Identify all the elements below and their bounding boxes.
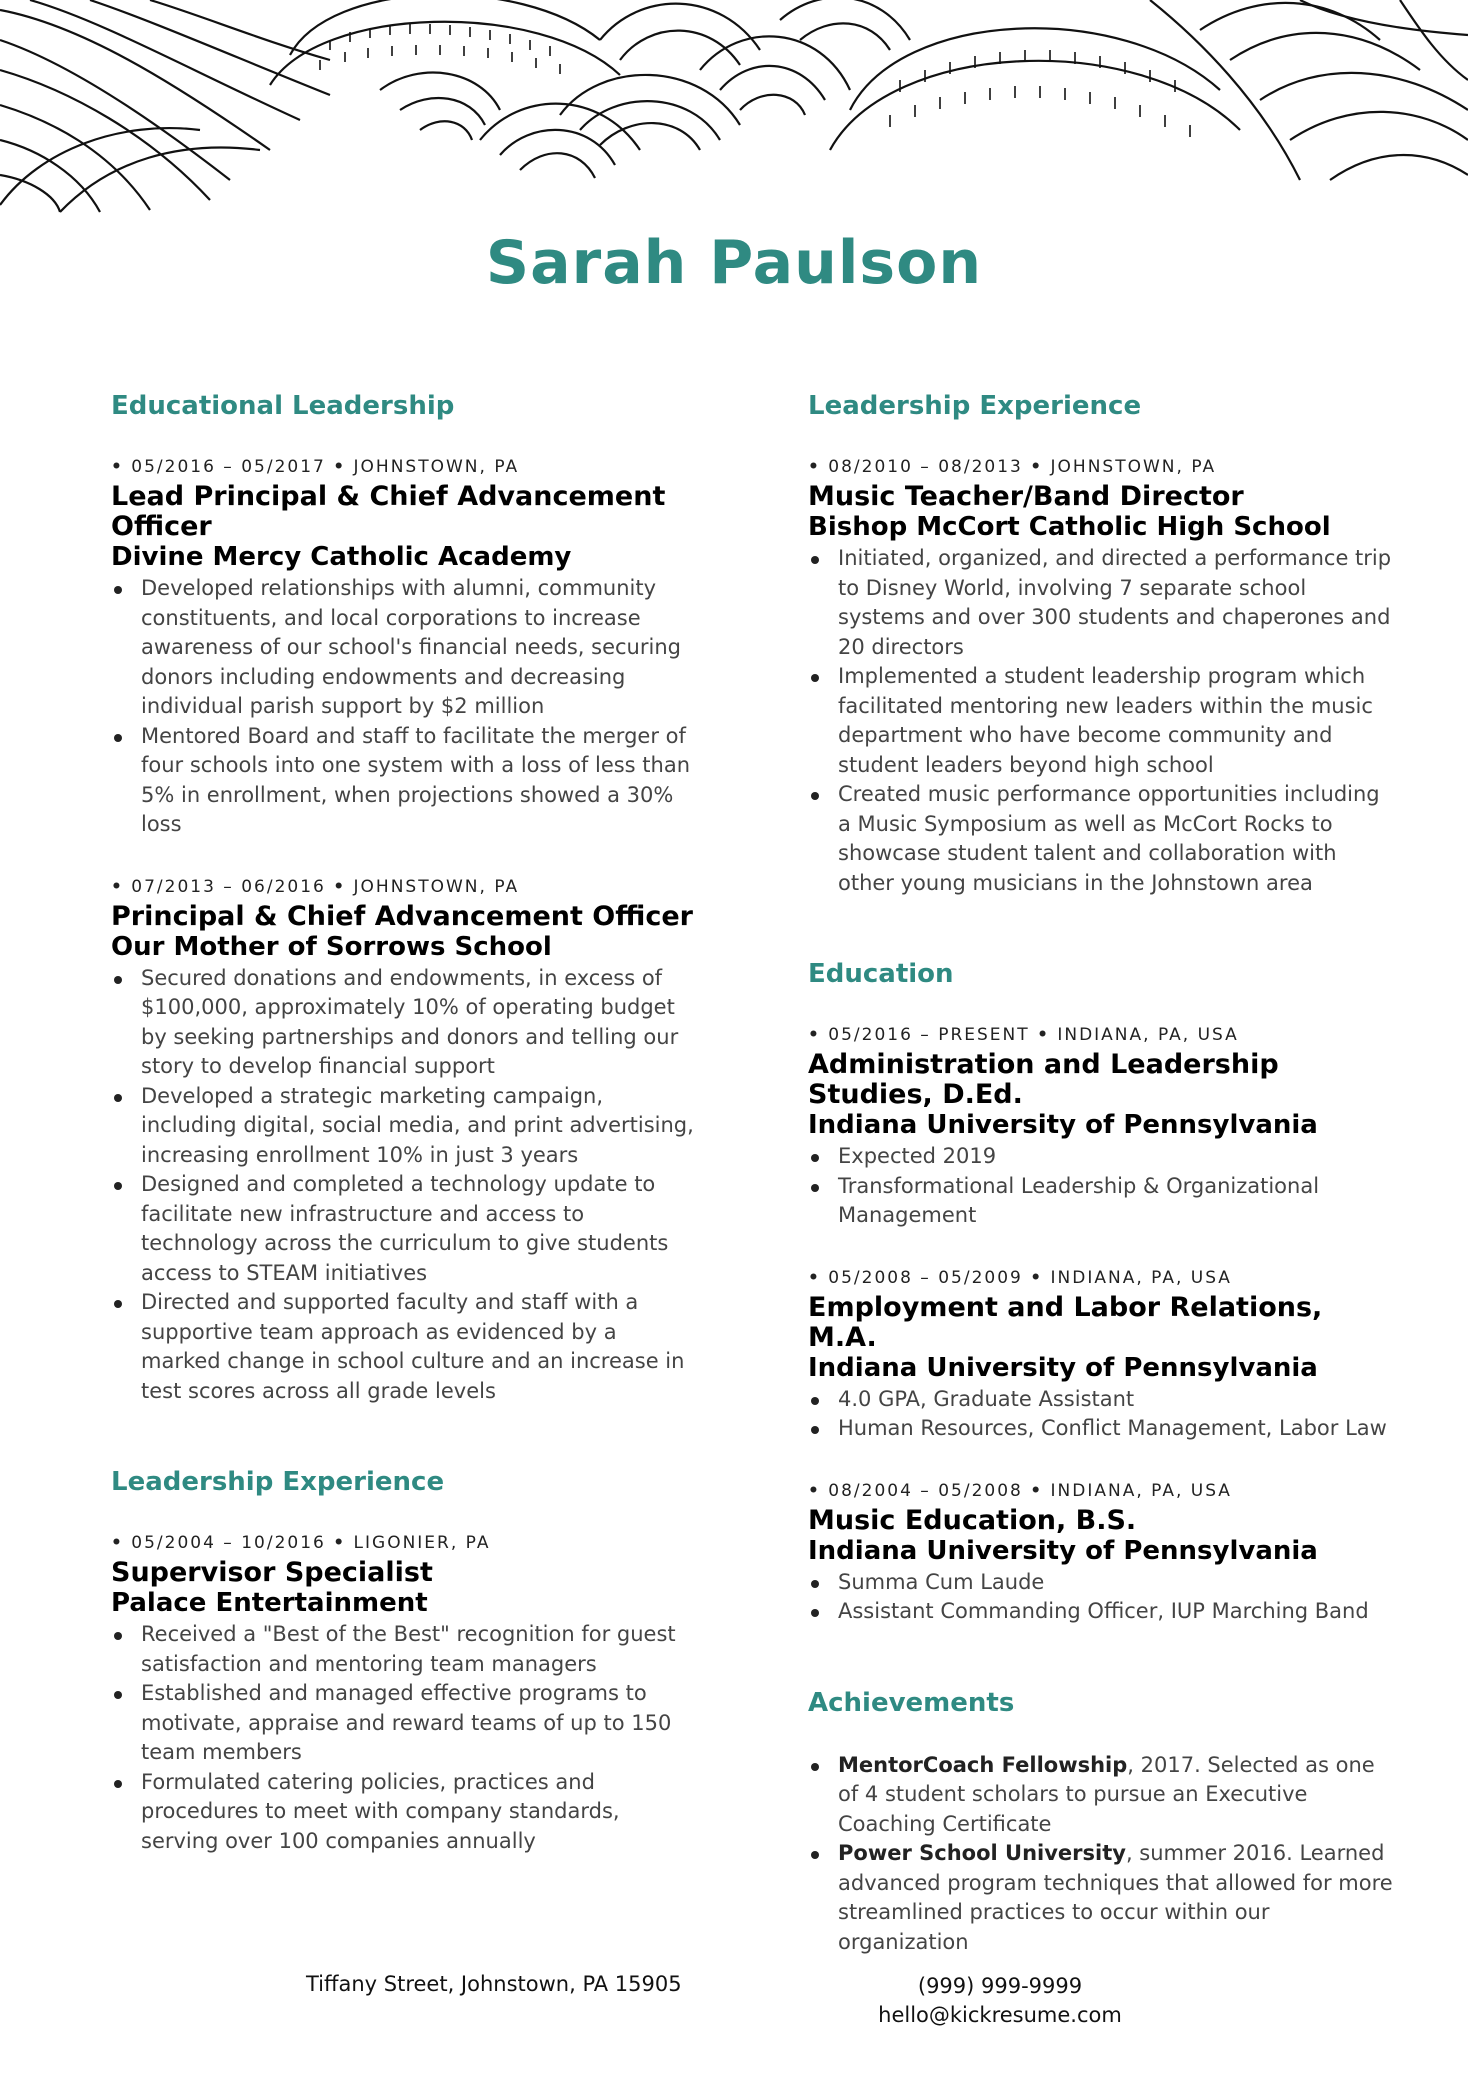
achievement-detail: , summer 2016. Learned advanced program techniques that allowed for more streamlined practices to occur within our organization <box>838 1841 1393 1954</box>
entry-role: Supervisor Specialist <box>111 1557 433 1588</box>
entry-bullets <box>808 1568 1398 1627</box>
entry-meta: • 08/2004 – 05/2008 • INDIANA, PA, USA <box>808 1480 1232 1501</box>
left-column <box>111 388 701 1914</box>
address: Tiffany Street, Johnstown, PA 15905 <box>306 1972 682 1996</box>
list-item: Developed relationships with alumni, community constituents, and local corporations to increase awareness of our school's financial needs, securing donors including endowments and decreasing individual parish support by $2 million <box>111 574 701 722</box>
entry-location: INDIANA, PA, USA <box>1050 1267 1232 1288</box>
entry-bullets <box>111 574 701 840</box>
list-item: Transformational Leadership & Organizational Management <box>808 1172 1398 1231</box>
entry-dates: 07/2013 – 06/2016 <box>131 876 326 897</box>
list-item: Established and managed effective programs to motivate, appraise and reward teams of up to 150 team members <box>111 1679 701 1768</box>
section-title: Education <box>808 959 954 989</box>
entry-bullets <box>808 544 1398 898</box>
list-item: Initiated, organized, and directed a performance trip to Disney World, involving 7 separate school systems and over 300 students and chaperones and 20 directors <box>808 544 1398 662</box>
list-item: Implemented a student leadership program which facilitated mentoring new leaders within the music department who have become community and student leaders beyond high school <box>808 662 1398 780</box>
entry-institution: Indiana University of Pennsylvania <box>808 1535 1318 1566</box>
entry-dates: 05/2004 – 10/2016 <box>131 1533 326 1553</box>
entry-role: Lead Principal & Chief Advancement Officer <box>111 481 666 542</box>
education-entry <box>808 1022 1398 1231</box>
section-education <box>808 956 1398 1627</box>
experience-entry <box>111 874 701 1407</box>
entry-degree: Employment and Labor Relations, M.A. <box>808 1291 1323 1353</box>
experience-entry <box>111 454 701 840</box>
list-item: Assistant Commanding Officer, IUP Marching Band <box>808 1597 1398 1627</box>
entry-role: Principal & Chief Advancement Officer <box>111 900 693 932</box>
entry-dates: 05/2016 – PRESENT <box>828 1025 1030 1045</box>
entry-meta: • 08/2010 – 08/2013 • JOHNSTOWN, PA <box>808 457 1217 477</box>
candidate-name: Sarah Paulson <box>485 228 983 298</box>
section-achievements <box>808 1685 1398 1958</box>
section-title: Educational Leadership <box>111 391 455 421</box>
entry-institution: Indiana University of Pennsylvania <box>808 1352 1318 1383</box>
list-item: Directed and supported faculty and staff with a supportive team approach as evidenced by a marked change in school culture and an increase in test scores across all grade levels <box>111 1288 701 1406</box>
entry-role: Music Teacher/Band Director <box>808 481 1244 512</box>
entry-location: JOHNSTOWN, PA <box>1050 457 1217 477</box>
entry-bullets <box>808 1385 1398 1444</box>
email-address[interactable]: hello@kickresume.com <box>878 2003 1122 2027</box>
achievement-item <box>808 1839 1398 1957</box>
achievement-name: MentorCoach Fellowship <box>838 1752 1128 1777</box>
achievement-item <box>808 1751 1398 1840</box>
list-item: Mentored Board and staff to facilitate the merger of four schools into one system with a loss of less than 5% in enrollment, when projections showed a 30% loss <box>111 722 701 840</box>
entry-organization: Divine Mercy Catholic Academy <box>111 542 572 572</box>
list-item: Developed a strategic marketing campaign, including digital, social media, and print advertising, increasing enrollment 10% in just 3 years <box>111 1082 701 1171</box>
section-leadership-experience-left <box>111 1464 701 1856</box>
section-title: Achievements <box>808 1687 1015 1718</box>
entry-organization: Our Mother of Sorrows School <box>111 931 552 962</box>
entry-location: INDIANA, PA, USA <box>1050 1480 1232 1501</box>
section-title: Leadership Experience <box>808 391 1142 421</box>
right-column <box>808 388 1398 2015</box>
achievement-list <box>808 1751 1398 1958</box>
entry-dates: 08/2004 – 05/2008 <box>828 1480 1023 1501</box>
entry-bullets <box>808 1142 1398 1231</box>
list-item: Received a "Best of the Best" recognition for guest satisfaction and mentoring team managers <box>111 1620 701 1679</box>
entry-bullets <box>111 964 701 1407</box>
achievement-name: Power School University <box>838 1841 1126 1865</box>
section-educational-leadership <box>111 388 701 1406</box>
section-leadership-experience-right <box>808 388 1398 898</box>
entry-degree: Administration and Leadership Studies, D.Ed. <box>808 1049 1279 1110</box>
list-item: Summa Cum Laude <box>808 1568 1398 1598</box>
experience-entry <box>808 454 1398 898</box>
entry-location: INDIANA, PA, USA <box>1057 1025 1239 1045</box>
entry-meta: • 05/2016 – 05/2017 • JOHNSTOWN, PA <box>111 457 520 477</box>
achievement-detail: , 2017. Selected as one of 4 student scholars to pursue an Executive Coaching Certificate <box>838 1752 1375 1836</box>
entry-meta: • 05/2008 – 05/2009 • INDIANA, PA, USA <box>808 1267 1232 1288</box>
entry-location: JOHNSTOWN, PA <box>353 876 520 897</box>
list-item: 4.0 GPA, Graduate Assistant <box>808 1385 1398 1415</box>
list-item: Human Resources, Conflict Management, Labor Law <box>808 1414 1398 1444</box>
list-item: Expected 2019 <box>808 1142 1398 1172</box>
entry-organization: Palace Entertainment <box>111 1588 428 1618</box>
contact-details <box>820 1972 1180 2030</box>
section-title: Leadership Experience <box>111 1467 445 1497</box>
list-item: Formulated catering policies, practices and procedures to meet with company standards, serving over 100 companies annually <box>111 1768 701 1857</box>
entry-degree: Music Education, B.S. <box>808 1504 1137 1536</box>
entry-dates: 05/2008 – 05/2009 <box>828 1267 1023 1288</box>
entry-meta: • 05/2016 – PRESENT • INDIANA, PA, USA <box>808 1025 1239 1045</box>
entry-institution: Indiana University of Pennsylvania <box>808 1110 1318 1140</box>
phone-number: (999) 999-9999 <box>917 1974 1083 1998</box>
entry-location: JOHNSTOWN, PA <box>353 457 520 477</box>
entry-dates: 08/2010 – 08/2013 <box>828 457 1023 477</box>
list-item: Created music performance opportunities including a Music Symposium as well as McCort Rocks to showcase student talent and collaboration with other young musicians in the Johnstown area <box>808 780 1398 898</box>
education-entry <box>808 1478 1398 1627</box>
education-entry <box>808 1265 1398 1444</box>
entry-organization: Bishop McCort Catholic High School <box>808 512 1331 542</box>
experience-entry <box>111 1530 701 1856</box>
list-item: Designed and completed a technology update to facilitate new infrastructure and access to technology across the curriculum to give students access to STEAM initiatives <box>111 1170 701 1288</box>
entry-dates: 05/2016 – 05/2017 <box>131 457 326 477</box>
list-item: Secured donations and endowments, in excess of $100,000, approximately 10% of operating budget by seeking partnerships and donors and telling our story to develop financial support <box>111 964 701 1082</box>
decorative-header-pattern <box>0 0 1468 215</box>
entry-meta: • 05/2004 – 10/2016 • LIGONIER, PA <box>111 1533 491 1553</box>
entry-bullets <box>111 1620 701 1856</box>
entry-location: LIGONIER, PA <box>353 1533 491 1553</box>
entry-meta: • 07/2013 – 06/2016 • JOHNSTOWN, PA <box>111 876 520 897</box>
